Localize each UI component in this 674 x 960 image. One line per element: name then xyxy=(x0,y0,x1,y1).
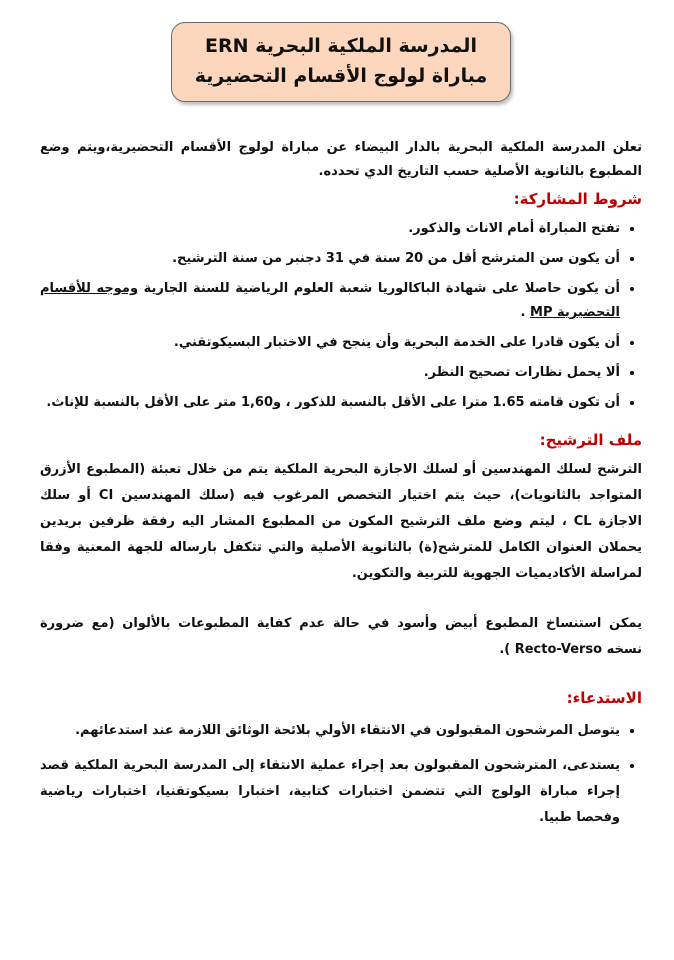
file-heading: ملف الترشيح: xyxy=(539,431,642,449)
condition-item xyxy=(40,276,620,325)
summons-list xyxy=(40,717,642,831)
school-name: المدرسة الملكية البحرية ERN xyxy=(205,35,477,57)
copy-note-paragraph: يمكن استنساخ المطبوع أبيض وأسود في حالة عدم كفاية المطبوعات بالألوان (مع ضرورة نسخه Recto-Verso ). xyxy=(40,616,642,657)
conditions-list xyxy=(40,216,642,415)
condition-item: • ألا يحمل نظارات تصحيح النظر. xyxy=(40,360,620,385)
file-paragraph: الترشح لسلك المهندسين أو لسلك الاجازة البحرية الملكية يتم من خلال تعبئة (المطبوع الأزرق المتواجد بالثانويات)، حيث يتم اختيار التخصص المرغوب فيه (سلك المهندسين CI أو سلك الاجازة CL ، ليتم وضع ملف الترشيح المكون من المطبوع المشار اليه رفقة ظرفين بريدين يحملان العنوان الكامل للمترشح(ة) بالثانوية الأصلية والتي تتكفل بارساله للجهة المعنية وفقا لمراسلة الأكاديميات الجهوية للتربية والتكوين. xyxy=(40,462,643,581)
condition-item: • أن تكون قامته 1.65 مترا على الأقل بالنسبة للذكور ، و1,60 متر على الأقل بالنسبة للإناث. xyxy=(40,390,620,415)
conditions-heading: شروط المشاركة: xyxy=(513,190,642,208)
condition-item: • تفتح المباراة أمام الاناث والذكور. xyxy=(40,216,620,241)
condition-end: . xyxy=(520,305,531,320)
condition-item: • أن يكون سن المترشح أقل من 20 سنة في 31 دجنبر من سنة الترشيح. xyxy=(40,246,620,271)
summons-item: • يستدعى، المترشحون المقبولون بعد إجراء عملية الانتقاء إلى المدرسة البحرية الملكية قصد إجراء مباراة الولوج التي تتضمن اختبارات كتابية، اختبارا بسيكوتقنيا، اختبارات رياضية وفحصا طبيا. xyxy=(40,752,620,831)
condition-item: • أن يكون قادرا على الخدمة البحرية وأن ينجح في الاختبار البسيكوتقني. xyxy=(40,330,620,355)
condition-text: أن يكون حاصلا على شهادة الباكالوريا شعبة العلوم الرياضية للسنة الجارية xyxy=(138,281,620,296)
condition-underlined: وموجه للأقسام التحضيرية MP xyxy=(40,281,620,320)
exam-title: مباراة لولوج الأقسام التحضيرية xyxy=(194,65,488,87)
summons-heading: الاستدعاء: xyxy=(566,689,642,707)
summons-item: • يتوصل المرشحون المقبولون في الانتقاء الأولي بلائحة الوثائق اللازمة عند استدعائهم. xyxy=(40,717,620,744)
intro-paragraph: تعلن المدرسة الملكية البحرية بالدار البيضاء عن مباراة لولوج الأقسام التحضيرية،ويتم وضع المطبوع بالثانوية الأصلية حسب التاريخ الدي تحدده. xyxy=(40,140,642,179)
title-box xyxy=(171,22,511,102)
